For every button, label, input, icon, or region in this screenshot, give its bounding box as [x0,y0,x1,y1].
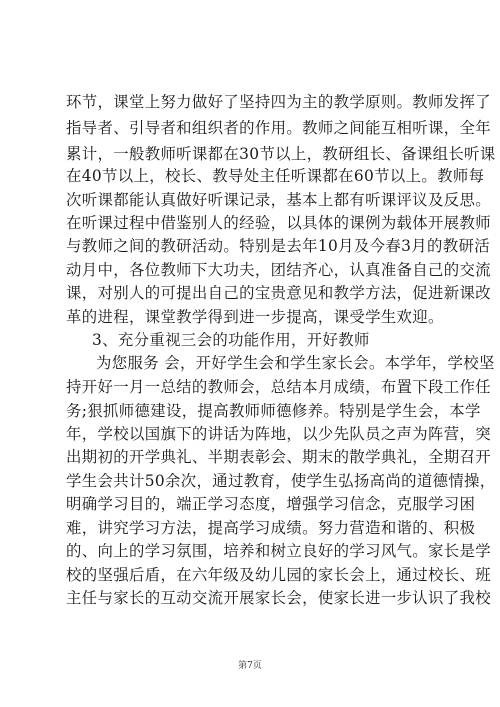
body-text-line: 在40节以上，校长、教导处主任听课都在60节以上。教师每 [66,167,485,185]
section-heading: 3、充分重视三会的功能作用，开好教师 [92,331,370,349]
body-text-line: 持开好一月一总结的教师会，总结本月成绩，布置下段工作任 [66,378,491,396]
body-text-line: 务;狠抓师德建设，提高教师师德修养。特别是学生会，本学 [66,402,481,420]
body-text-line: 动月中，各位教师下大功夫，团结齐心，认真准备自己的交流 [66,261,491,279]
body-text-line: 革的进程，课堂教学得到进一步提高，课受学生欢迎。 [66,308,444,326]
body-text-line: 学生会共计50余次，通过教育，使学生弘扬高尚的道德情操， [66,472,496,490]
body-text-line: 指导者、引导者和组织者的作用。教师之间能互相听课，全年 [66,119,491,137]
body-text-line: 出期初的开学典礼、半期表彰会、期末的散学典礼，全期召开 [66,448,491,466]
body-text-line: 为您服务 会，开好学生会和学生家长会。本学年，学校坚 [96,354,495,372]
body-text-line: 累计，一般教师听课都在30节以上，教研组长、备课组长听课 [66,145,496,163]
body-text-line: 环节，课堂上努力做好了坚持四为主的教学原则。教师发挥了 [66,93,491,111]
page-number: 第7页 [238,661,262,671]
body-text-line: 明确学习目的，端正学习态度，增强学习信念，克服学习困 [66,495,476,513]
body-text-line: 的、向上的学习氛围，培养和树立良好的学习风气。家长是学 [66,542,491,560]
body-text-line: 主任与家长的互动交流开展家长会，使家长进一步认识了我校 [66,589,491,607]
body-text-line: 次听课都能认真做好听课记录，基本上都有听课评议及反思。 [66,191,491,209]
body-text-line: 课，对别人的可提出自己的宝贵意见和教学方法，促进新课改 [66,284,491,302]
body-text-line: 难，讲究学习方法，提高学习成绩。努力营造和谐的、积极 [66,519,476,537]
body-text-line: 在听课过程中借鉴别人的经验，以具体的课例为载体开展教师 [66,214,491,232]
body-text-line: 年，学校以国旗下的讲话为阵地，以少先队员之声为阵营，突 [66,425,491,443]
body-text-line: 与教师之间的教研活动。特别是去年10月及今春3月的教研活 [66,237,490,255]
body-text-line: 校的坚强后盾，在六年级及幼儿园的家长会上，通过校长、班 [66,566,491,584]
